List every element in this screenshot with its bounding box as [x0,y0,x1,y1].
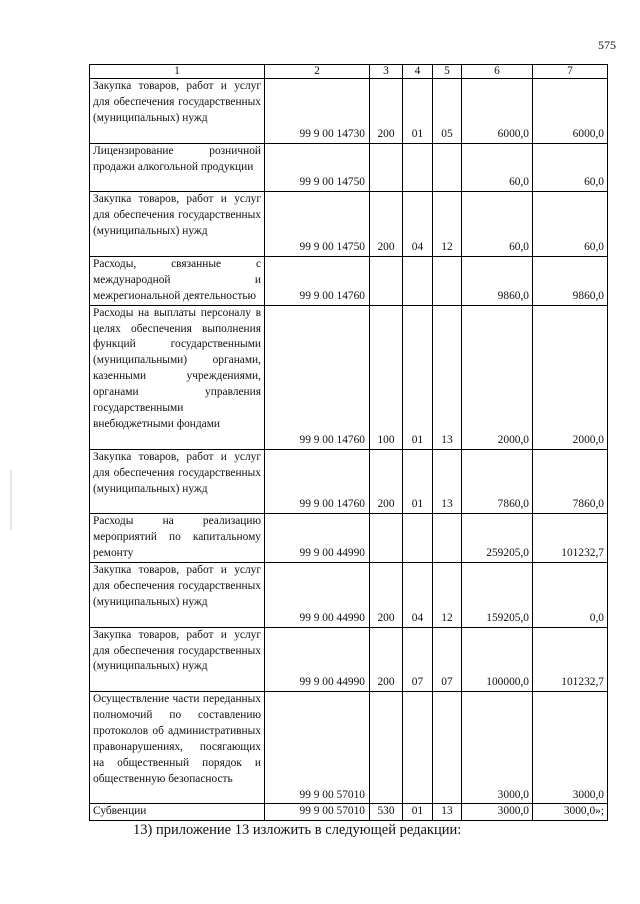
amount-cell: 0,0 [533,563,608,628]
amount-cell: 3000,0 [462,692,533,804]
amount-cell: 259205,0 [462,514,533,563]
expense-name-text: Закупка товаров, работ и услуг для обеспечения государственных (муниципальных) нужд [93,450,261,495]
expense-name-text: Расходы на реализацию мероприятий по капитальному ремонту [93,515,261,560]
column-header: 6 [462,65,533,79]
subsection-cell: 13 [433,449,462,514]
table-row [90,563,608,628]
target-article-cell: 99 9 00 57010 [265,692,370,804]
scan-artifact [10,470,12,530]
column-header: 1 [90,65,265,79]
section-cell [403,143,433,192]
amount-cell: 3000,0 [462,804,533,821]
table-row [90,256,608,305]
table-row [90,804,608,821]
expense-name-cell [90,449,265,514]
expense-name-cell [90,563,265,628]
amount-cell: 9860,0 [533,256,608,305]
table-row [90,192,608,257]
target-article-cell: 99 9 00 57010 [265,804,370,821]
subsection-cell: 12 [433,192,462,257]
amount-cell: 6000,0 [462,79,533,144]
subsection-cell [433,256,462,305]
subsection-cell [433,692,462,804]
column-header: 4 [403,65,433,79]
column-header: 5 [433,65,462,79]
column-header: 7 [533,65,608,79]
subsection-cell [433,143,462,192]
expense-name-cell [90,256,265,305]
amendment-text: 13) приложение 13 изложить в следующей редакции: [133,822,462,838]
expense-name-text: Субвенции [93,805,147,818]
page-number: 575 [598,38,616,52]
expense-type-cell [370,256,403,305]
amount-cell: 159205,0 [462,563,533,628]
section-cell [403,256,433,305]
subsection-cell [433,514,462,563]
expense-type-cell [370,143,403,192]
target-article-cell: 99 9 00 14750 [265,192,370,257]
subsection-cell: 13 [433,804,462,821]
expense-name-cell [90,192,265,257]
expense-type-cell: 200 [370,563,403,628]
amount-cell: 60,0 [462,143,533,192]
amount-cell: 6000,0 [533,79,608,144]
amount-cell: 3000,0»; [533,804,608,821]
column-header: 2 [265,65,370,79]
expense-name-text: Закупка товаров, работ и услуг для обеспечения государственных (муниципальных) нужд [93,193,261,238]
budget-table [89,64,608,821]
expense-name-cell [90,627,265,692]
amount-cell: 9860,0 [462,256,533,305]
subsection-cell: 13 [433,305,462,449]
target-article-cell: 99 9 00 14760 [265,449,370,514]
amount-cell: 60,0 [462,192,533,257]
table-row [90,627,608,692]
section-cell [403,692,433,804]
column-header: 3 [370,65,403,79]
amount-cell: 101232,7 [533,514,608,563]
expense-type-cell: 200 [370,627,403,692]
target-article-cell: 99 9 00 44990 [265,563,370,628]
section-cell: 04 [403,192,433,257]
section-cell: 04 [403,563,433,628]
expense-name-text: Осуществление части переданных полномочий по составлению протоколов об административных правонарушениях, посягающих на общественный порядок и общественную безопасность [93,693,261,785]
table-row [90,692,608,804]
subsection-cell: 07 [433,627,462,692]
target-article-cell: 99 9 00 14760 [265,305,370,449]
expense-name-cell [90,79,265,144]
section-cell: 07 [403,627,433,692]
amount-cell: 3000,0 [533,692,608,804]
table-row [90,79,608,144]
target-article-cell: 99 9 00 14760 [265,256,370,305]
table-row [90,305,608,449]
target-article-cell: 99 9 00 14750 [265,143,370,192]
subsection-cell: 12 [433,563,462,628]
expense-name-cell [90,305,265,449]
expense-name-text: Закупка товаров, работ и услуг для обеспечения государственных (муниципальных) нужд [93,564,261,608]
expense-name-text: Расходы на выплаты персоналу в целях обеспечения выполнения функций государственными (муниципальными) органами, казенными учреждениями, органами управления государственными внебюджетными фондами [93,306,261,430]
target-article-cell: 99 9 00 44990 [265,514,370,563]
amount-cell: 60,0 [533,192,608,257]
expense-name-text: Закупка товаров, работ и услуг для обеспечения государственных (муниципальных) нужд [93,628,261,673]
section-cell: 01 [403,804,433,821]
expense-type-cell: 530 [370,804,403,821]
subsection-cell: 05 [433,79,462,144]
section-cell: 01 [403,79,433,144]
amount-cell: 100000,0 [462,627,533,692]
target-article-cell: 99 9 00 44990 [265,627,370,692]
expense-name-cell [90,514,265,563]
expense-name-text: Лицензирование розничной продажи алкогольной продукции [93,144,261,173]
section-cell: 01 [403,449,433,514]
expense-type-cell: 200 [370,192,403,257]
table-header-row [90,65,608,79]
expense-type-cell [370,514,403,563]
table-row [90,514,608,563]
amount-cell: 7860,0 [533,449,608,514]
expense-name-cell [90,692,265,804]
expense-type-cell: 200 [370,79,403,144]
expense-name-cell [90,804,265,821]
section-cell [403,514,433,563]
amount-cell: 2000,0 [462,305,533,449]
expense-name-text: Закупка товаров, работ и услуг для обеспечения государственных (муниципальных) нужд [93,80,261,124]
expense-type-cell: 100 [370,305,403,449]
amount-cell: 7860,0 [462,449,533,514]
expense-name-cell [90,143,265,192]
amount-cell: 60,0 [533,143,608,192]
amount-cell: 101232,7 [533,627,608,692]
amount-cell: 2000,0 [533,305,608,449]
expense-name-text: Расходы, связанные с международной и межрегиональной деятельностью [93,257,261,302]
expense-type-cell [370,692,403,804]
table-row [90,449,608,514]
section-cell: 01 [403,305,433,449]
table-row [90,143,608,192]
expense-type-cell: 200 [370,449,403,514]
target-article-cell: 99 9 00 14730 [265,79,370,144]
